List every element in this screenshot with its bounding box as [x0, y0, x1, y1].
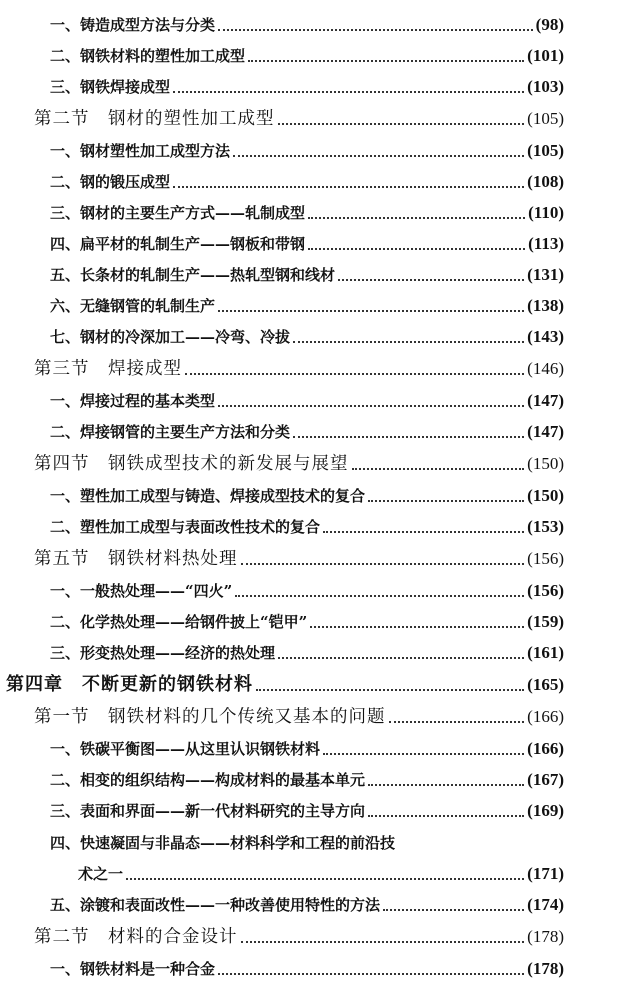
toc-entry: [50, 10, 564, 40]
dot-leader: [241, 941, 525, 943]
toc-entry-title: 二、化学热处理——给钢件披上“铠甲”: [50, 613, 308, 631]
toc-entry-page: (147): [527, 391, 564, 410]
toc-section-heading: [34, 922, 564, 952]
toc-entry-page: (161): [527, 643, 564, 662]
dot-leader: [278, 657, 524, 659]
toc-entry-title: 第二节 钢材的塑性加工成型: [34, 109, 275, 129]
dot-leader: [278, 123, 525, 125]
toc-chapter-heading: [6, 670, 564, 700]
dot-leader: [368, 500, 524, 502]
toc-entry-page: (105): [527, 141, 564, 160]
toc-entry-continuation: [78, 859, 564, 889]
dot-leader: [389, 721, 525, 723]
toc-entry-page: (159): [527, 612, 564, 631]
dot-leader: [233, 155, 524, 157]
toc-entry-title: 二、钢的锻压成型: [50, 173, 171, 191]
toc-entry-title: 二、塑性加工成型与表面改性技术的复合: [50, 518, 321, 536]
toc-entry-page: (156): [527, 549, 564, 568]
toc-entry: [50, 386, 564, 416]
toc-entry-title: 二、钢铁材料的塑性加工成型: [50, 47, 246, 65]
toc-entry: [50, 607, 564, 637]
toc-entry-title: 二、相变的组织结构——构成材料的最基本单元: [50, 771, 366, 789]
dot-leader: [248, 60, 524, 62]
dot-leader: [256, 689, 524, 691]
toc-entry-title: 三、钢铁焊接成型: [50, 78, 171, 96]
dot-leader: [310, 626, 524, 628]
toc-section-heading: [34, 104, 564, 134]
dot-leader: [368, 784, 524, 786]
toc-entry-page: (167): [527, 770, 564, 789]
toc-entry-title: 第四章 不断更新的钢铁材料: [6, 674, 253, 695]
toc-entry-page: (150): [527, 486, 564, 505]
toc-entry-page: (108): [527, 172, 564, 191]
toc-entry-page: (113): [528, 234, 564, 253]
toc-entry: [50, 890, 564, 920]
dot-leader: [173, 186, 524, 188]
toc-section-heading: [34, 449, 564, 479]
toc-entry-page: (178): [527, 927, 564, 946]
toc-entry-page: (98): [535, 15, 564, 34]
toc-entry-title: 第一节 钢铁材料的几个传统又基本的问题: [34, 707, 386, 727]
dot-leader: [185, 373, 524, 375]
toc-entry-page: (110): [528, 203, 564, 222]
toc-entry-page: (153): [527, 517, 564, 536]
dot-leader: [323, 753, 524, 755]
toc-entry-title: 七、钢材的冷深加工——冷弯、冷拔: [50, 328, 291, 346]
toc-section-heading: [34, 354, 564, 384]
toc-entry: [50, 734, 564, 764]
toc-entry-title: 五、长条材的轧制生产——热轧型钢和线材: [50, 266, 336, 284]
toc-entry: [50, 796, 564, 826]
dot-leader: [218, 405, 524, 407]
toc-entry-title: 一、铸造成型方法与分类: [50, 16, 216, 34]
toc-entry: [50, 512, 564, 542]
toc-entry: [50, 765, 564, 795]
toc-entry: [50, 322, 564, 352]
toc-entry-page: (131): [527, 265, 564, 284]
toc-entry-title: 四、快速凝固与非晶态——材料科学和工程的前沿技: [50, 834, 396, 852]
toc-entry-title: 第四节 钢铁成型技术的新发展与展望: [34, 454, 349, 474]
toc-entry-page: (146): [527, 359, 564, 378]
toc-entry: [50, 638, 564, 668]
toc-entry-page: (143): [527, 327, 564, 346]
toc-entry: [50, 41, 564, 71]
dot-leader: [173, 91, 524, 93]
toc-entry: [50, 229, 564, 259]
dot-leader: [241, 563, 525, 565]
toc-entry-title: 第三节 焊接成型: [34, 359, 182, 379]
dot-leader: [126, 878, 524, 880]
toc-entry-page: (105): [527, 109, 564, 128]
dot-leader: [383, 909, 524, 911]
toc-entry-title: 第二节 材料的合金设计: [34, 927, 238, 947]
toc-entry-title: 一、铁碳平衡图——从这里认识钢铁材料: [50, 740, 321, 758]
dot-leader: [323, 531, 524, 533]
toc-entry: [50, 576, 564, 606]
toc-entry-title: 三、形变热处理——经济的热处理: [50, 644, 276, 662]
toc-entry-title: 六、无缝钢管的轧制生产: [50, 297, 216, 315]
toc-entry-title: 一、钢铁材料是一种合金: [50, 960, 216, 978]
toc-entry-page: (174): [527, 895, 564, 914]
toc-entry-page: (178): [527, 959, 564, 978]
dot-leader: [218, 973, 524, 975]
toc-entry: [50, 828, 564, 858]
dot-leader: [235, 595, 524, 597]
toc-section-heading: [34, 702, 564, 732]
toc-entry-title: 二、焊接钢管的主要生产方法和分类: [50, 423, 291, 441]
toc-entry-page: (150): [527, 454, 564, 473]
toc-entry-page: (138): [527, 296, 564, 315]
dot-leader: [218, 29, 533, 31]
toc-entry: [50, 198, 564, 228]
toc-entry-page: (101): [527, 46, 564, 65]
dot-leader: [338, 279, 524, 281]
toc-entry-title: 三、表面和界面——新一代材料研究的主导方向: [50, 802, 366, 820]
toc-entry: [50, 954, 564, 984]
toc-entry-title: 一、钢材塑性加工成型方法: [50, 142, 231, 160]
toc-entry-page: (171): [527, 864, 564, 883]
toc-entry: [50, 72, 564, 102]
toc-entry-page: (169): [527, 801, 564, 820]
toc-entry: [50, 136, 564, 166]
toc-entry-page: (103): [527, 77, 564, 96]
toc-entry: [50, 260, 564, 290]
toc-entry-page: (147): [527, 422, 564, 441]
dot-leader: [308, 217, 525, 219]
toc-entry-page: (156): [527, 581, 564, 600]
toc-entry-title: 四、扁平材的轧制生产——钢板和带钢: [50, 235, 306, 253]
toc-entry-title: 一、一般热处理——“四火”: [50, 582, 233, 600]
toc-section-heading: [34, 544, 564, 574]
toc-entry-title: 五、涂镀和表面改性——一种改善使用特性的方法: [50, 896, 381, 914]
dot-leader: [218, 310, 524, 312]
toc-entry-page: (166): [527, 707, 564, 726]
toc-entry: [50, 417, 564, 447]
toc-entry-page: (166): [527, 739, 564, 758]
toc-entry-title: 一、焊接过程的基本类型: [50, 392, 216, 410]
toc-entry: [50, 291, 564, 321]
toc-entry: [50, 481, 564, 511]
toc-entry-page: (165): [527, 675, 564, 694]
dot-leader: [293, 436, 524, 438]
dot-leader: [293, 341, 524, 343]
toc-entry: [50, 167, 564, 197]
toc-entry-title: 一、塑性加工成型与铸造、焊接成型技术的复合: [50, 487, 366, 505]
toc-entry-title: 三、钢材的主要生产方式——轧制成型: [50, 204, 306, 222]
toc-entry-title: 术之一: [78, 865, 124, 883]
dot-leader: [352, 468, 525, 470]
dot-leader: [368, 815, 524, 817]
toc-entry-title: 第五节 钢铁材料热处理: [34, 549, 238, 569]
dot-leader: [308, 248, 525, 250]
